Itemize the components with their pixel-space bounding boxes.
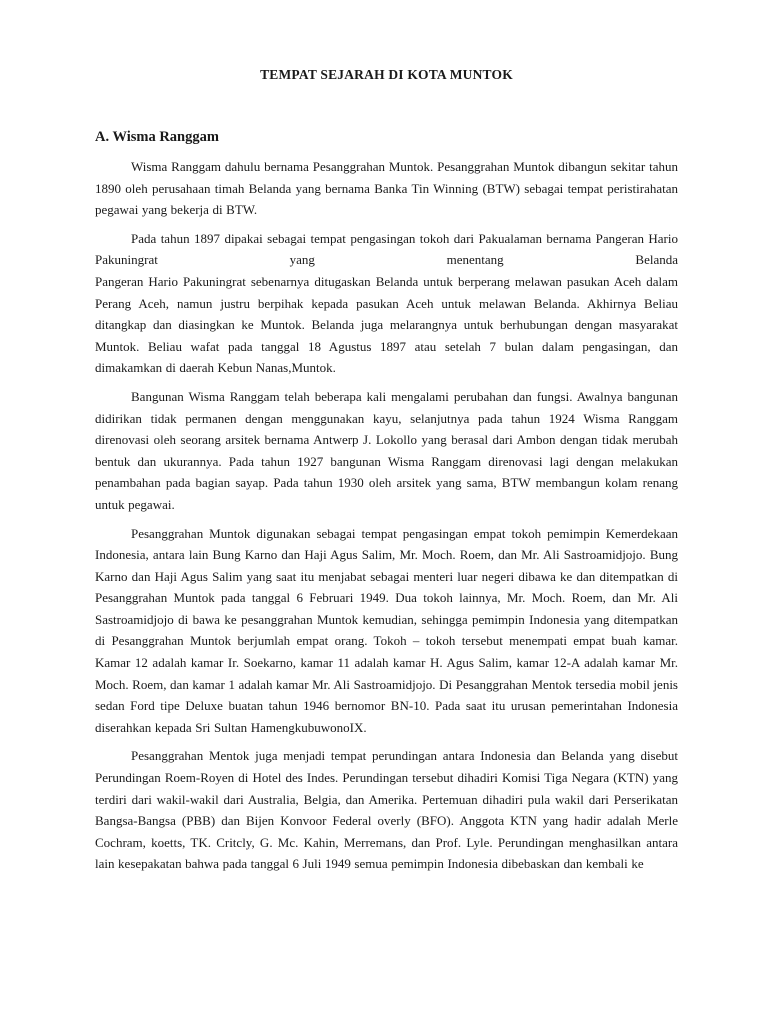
- document-title: TEMPAT SEJARAH DI KOTA MUNTOK: [260, 67, 513, 82]
- document-page: [95, 68, 678, 882]
- paragraph-1: Wisma Ranggam dahulu bernama Pesanggrahan Muntok. Pesanggrahan Muntok dibangun sekitar tahun 1890 oleh perusahaan timah Belanda yang bernama Banka Tin Winning (BTW) sebagai tempat peristirahatan pegawai yang bekerja di BTW.: [95, 159, 678, 218]
- paragraph-2-line: Pada tahun 1897 dipakai sebagai tempat pengasingan tokoh dari Pakualaman bernama Pangeran Hario Pakuningrat yang menentang Belanda: [95, 230, 678, 268]
- paragraph-2-intro: [95, 228, 678, 271]
- paragraph-3: Bangunan Wisma Ranggam telah beberapa kali mengalami perubahan dan fungsi. Awalnya bangunan didirikan tidak permanen dengan menggunakan kayu, selanjutnya pada tahun 1924 Wisma Ranggam direnovasi oleh seorang arsitek bernama Antwerp J. Lokollo yang berasal dari Ambon dengan tidak merubah bentuk dan ukurannya. Pada tahun 1927 bangunan Wisma Ranggam direnovasi lagi dengan melakukan penambahan pada bagian sayap. Pada tahun 1930 oleh arsitek yang sama, BTW membangun kolam renang untuk pegawai.: [95, 388, 678, 512]
- section-heading-wisma-ranggam: A. Wisma Ranggam: [95, 128, 219, 145]
- paragraph-5: Pesanggrahan Mentok juga menjadi tempat perundingan antara Indonesia dan Belanda yang disebut Perundingan Roem-Royen di Hotel des Indes. Perundingan tersebut dihadiri Komisi Tiga Negara (KTN) yang terdiri dari wakil-wakil dari Australia, Belgia, dan Amerika. Pertemuan dihadiri pula wakil dari Perserikatan Bangsa-Bangsa (PBB) dan Bijen Konvoor Federal overly (BFO). Anggota KTN yang hadir adalah Merle Cochram, koetts, TK. Critcly, G. Mc. Kahin, Merremans, dan Prof. Lyle. Perundingan menghasilkan antara lain kesepakatan bahwa pada tanggal 6 Juli 1949 semua pemimpin Indonesia dibebaskan dan kembali ke: [95, 748, 678, 872]
- paragraph-4: Pesanggrahan Muntok digunakan sebagai tempat pengasingan empat tokoh pemimpin Kemerdekaan Indonesia, antara lain Bung Karno dan Haji Agus Salim, Mr. Moch. Roem, dan Mr. Ali Sastroamidjojo. Bung Karno dan Haji Agus Salim yang saat itu menjabat sebagai menteri luar negeri dibawa ke dan ditempatkan di Pesanggrahan Muntok pada tanggal 6 Februari 1949. Dua tokoh lainnya, Mr. Moch. Roem, dan Mr. Ali Sastroamidjojo di bawa ke pesanggrahan Muntok kemudian, sehingga pemimpin Indonesia yang ditempatkan di Pesanggrahan Muntok berjumlah empat orang. Tokoh – tokoh tersebut menempati empat buah kamar. Kamar 12 adalah kamar Ir. Soekarno, kamar 11 adalah kamar H. Agus Salim, kamar 12-A adalah kamar Mr. Moch. Roem, dan kamar 1 adalah kamar Mr. Ali Sastroamidjojo. Di Pesanggrahan Mentok tersedia mobil jenis sedan Ford tipe Deluxe buatan tahun 1946 bernomor BN-10. Pada saat itu urusan pemerintahan Indonesia diserahkan kepada Sri Sultan HamengkubuwonoIX.: [95, 525, 678, 735]
- paragraph-2-body: Pangeran Hario Pakuningrat sebenarnya ditugaskan Belanda untuk berperang melawan pasukan Aceh dalam Perang Aceh, namun justru berpihak kepada pasukan Aceh untuk melawan Belanda. Akhirnya Beliau ditangkap dan diasingkan ke Muntok. Belanda juga melarangnya untuk berhubungan dengan masyarakat Muntok. Beliau wafat pada tanggal 18 Agustus 1897 atau setelah 7 bulan dalam pengasingan, dan dimakamkan di daerah Kebun Nanas,Muntok.: [95, 273, 678, 376]
